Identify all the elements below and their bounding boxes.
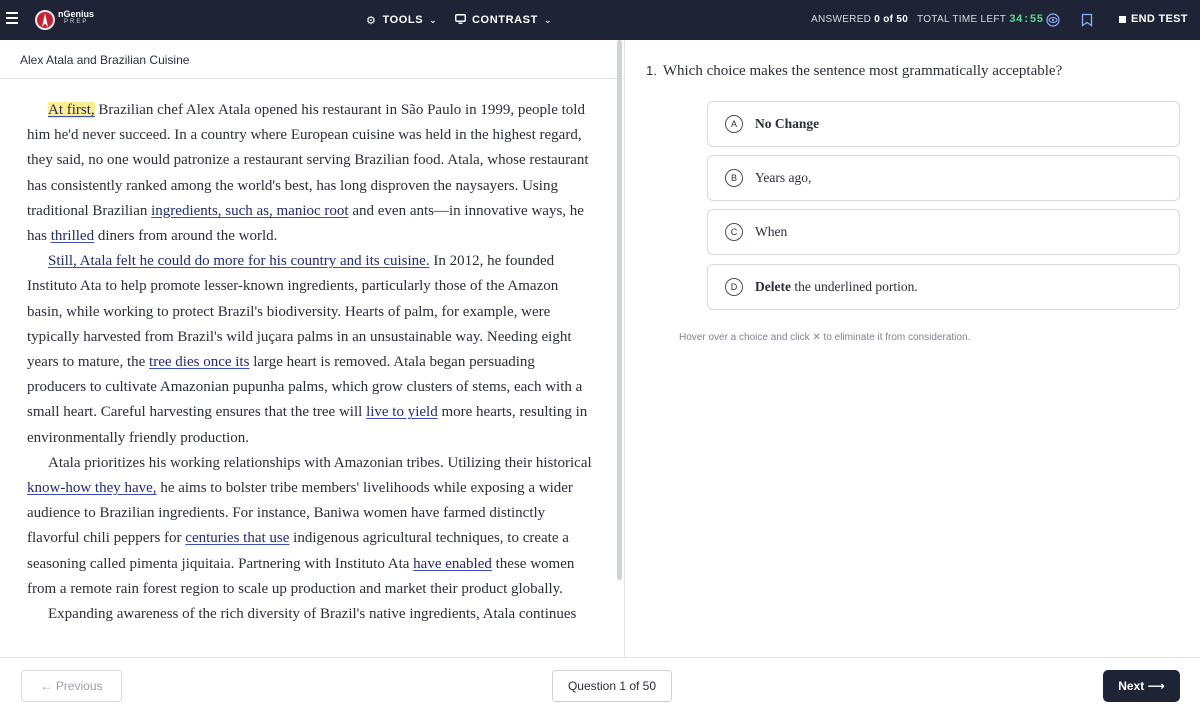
passage-text-run: and even ants—in innovative ways, he has xyxy=(27,202,584,245)
chevron-down-icon: ⌄ xyxy=(429,14,438,25)
passage-paragraph xyxy=(27,602,595,627)
question-stem xyxy=(646,63,1186,80)
answered-count: 0 of 50 xyxy=(874,14,909,25)
passage-title: Alex Atala and Brazilian Cuisine xyxy=(20,53,190,67)
passage-pane xyxy=(0,40,625,657)
passage-text-run: In 2012, he founded Instituto Ata to help promote lesser-known ingredients, particularly those of the Amazon basin, while working to protect Brazil's biodiversity. Hearts of palm, for example, were typically harvested from Brazil's wild juçara palms in an unsustainable way. Needing eight years to mature, the xyxy=(27,253,572,371)
passage-text-run: diners from around the world. xyxy=(94,228,278,245)
passage-paragraph xyxy=(27,451,595,602)
passage-text-run: these women from a remote rain forest region to scale up production and market their product globally. xyxy=(27,555,575,597)
question-counter-button[interactable]: Question 1 of 50 xyxy=(552,670,672,702)
choice-text-bold: Delete xyxy=(755,279,791,294)
stop-icon xyxy=(1119,16,1126,23)
monitor-icon xyxy=(455,14,466,27)
choice-letter: A xyxy=(725,115,743,133)
time-left-status xyxy=(917,14,1044,26)
passage-text-run: Brazilian chef Alex Atala opened his restaurant in São Paulo in 1999, people told him he'd never succeed. In a country where European cuisine was held in the highest regard, they said, no one would patronize a restaurant serving Brazilian food. Atala, whose restaurant has consistently ranked among the world's best, has long disproven the naysayers. Using traditional Brazilian xyxy=(27,102,589,219)
choice-letter: C xyxy=(725,223,743,241)
underlined-phrase[interactable]: ingredients, such as, manioc root xyxy=(151,202,349,219)
end-test-label: END TEST xyxy=(1131,13,1188,25)
menu-icon[interactable] xyxy=(6,12,18,24)
underlined-phrase[interactable]: thrilled xyxy=(50,228,95,245)
passage-text-run: Expanding awareness of the rich diversity of Brazil's native ingredients, Atala continues xyxy=(48,606,577,623)
answered-status xyxy=(811,14,908,25)
underlined-phrase[interactable]: tree dies once its xyxy=(149,354,250,371)
passage-text xyxy=(27,98,595,627)
passage-text-run: large heart is removed. Atala began persuading producers to cultivate Amazonian pupunha palms, which grow clusters of stems, each with a small heart. Careful harvesting ensures that the tree will xyxy=(27,354,583,421)
logo-wordmark: nGenius xyxy=(58,9,95,19)
passage-text-run: Atala prioritizes his working relationships with Amazonian tribes. Utilizing their historical xyxy=(48,454,592,471)
choice-text: When xyxy=(755,224,788,239)
choice-c[interactable] xyxy=(707,209,1180,255)
choice-letter: D xyxy=(725,278,743,296)
tools-label: TOOLS xyxy=(382,14,424,26)
logo-mark-icon xyxy=(35,10,55,30)
passage-text-run: indigenous agricultural techniques, to create a seasoning called pimenta jiquitaia. Partnering with Instituto Ata xyxy=(27,530,569,572)
contrast-label: CONTRAST xyxy=(472,14,538,26)
time-left-value: 34:55 xyxy=(1009,14,1044,26)
answered-label: ANSWERED xyxy=(811,14,872,25)
choice-text: Years ago, xyxy=(755,170,812,185)
underlined-phrase[interactable]: know-how they have, xyxy=(27,480,157,497)
passage-paragraph xyxy=(27,98,595,249)
passage-scrollbar[interactable] xyxy=(617,40,622,580)
eliminate-hint: Hover over a choice and click ✕ to eliminate it from consideration. xyxy=(679,332,971,343)
choice-a[interactable] xyxy=(707,101,1180,147)
underlined-phrase[interactable]: Still, Atala felt he could do more for his country and its cuisine. xyxy=(48,253,430,270)
bottom-bar xyxy=(0,657,1200,712)
top-bar xyxy=(0,0,1200,40)
choice-text xyxy=(755,279,918,295)
underlined-phrase[interactable]: have enabled xyxy=(413,555,492,572)
passage-paragraph xyxy=(27,249,595,451)
question-pane xyxy=(626,40,1200,657)
choice-d[interactable] xyxy=(707,264,1180,310)
choice-letter: B xyxy=(725,169,743,187)
underlined-phrase[interactable]: live to yield xyxy=(366,404,438,421)
tools-menu-button[interactable] xyxy=(366,12,437,28)
passage-text-run: more hearts, resulting in environmentally friendly production. xyxy=(27,404,588,446)
choice-b[interactable] xyxy=(707,155,1180,201)
highlighted-underlined-phrase[interactable]: At first, xyxy=(48,102,95,118)
time-left-label: TOTAL TIME LEFT xyxy=(917,14,1006,25)
choice-text-rest: the underlined portion. xyxy=(790,279,918,294)
next-button[interactable]: Next ⟶ xyxy=(1103,670,1180,702)
bookmark-icon[interactable] xyxy=(1081,13,1093,27)
choice-text: No Change xyxy=(755,116,820,131)
underlined-phrase[interactable]: centuries that use xyxy=(185,530,290,547)
passage-text-run: he aims to bolster tribe members' livelihoods while exposing a wider audience to Brazilian ingredients. For instance, Baniwa women have farmed distinctly flavorful chili peppers for xyxy=(27,480,573,547)
logo xyxy=(27,8,107,32)
question-number: 1. xyxy=(646,63,657,78)
previous-button[interactable]: ← Previous xyxy=(21,670,122,702)
divider xyxy=(0,78,624,79)
contrast-menu-button[interactable] xyxy=(455,12,552,28)
eye-icon[interactable] xyxy=(1046,13,1060,27)
end-test-button[interactable] xyxy=(1119,13,1188,25)
chevron-down-icon: ⌄ xyxy=(543,14,553,25)
logo-subtext: PREP xyxy=(64,19,89,25)
gear-icon: ⚙ xyxy=(366,14,377,27)
question-text: Which choice makes the sentence most grammatically acceptable? xyxy=(662,63,1063,79)
